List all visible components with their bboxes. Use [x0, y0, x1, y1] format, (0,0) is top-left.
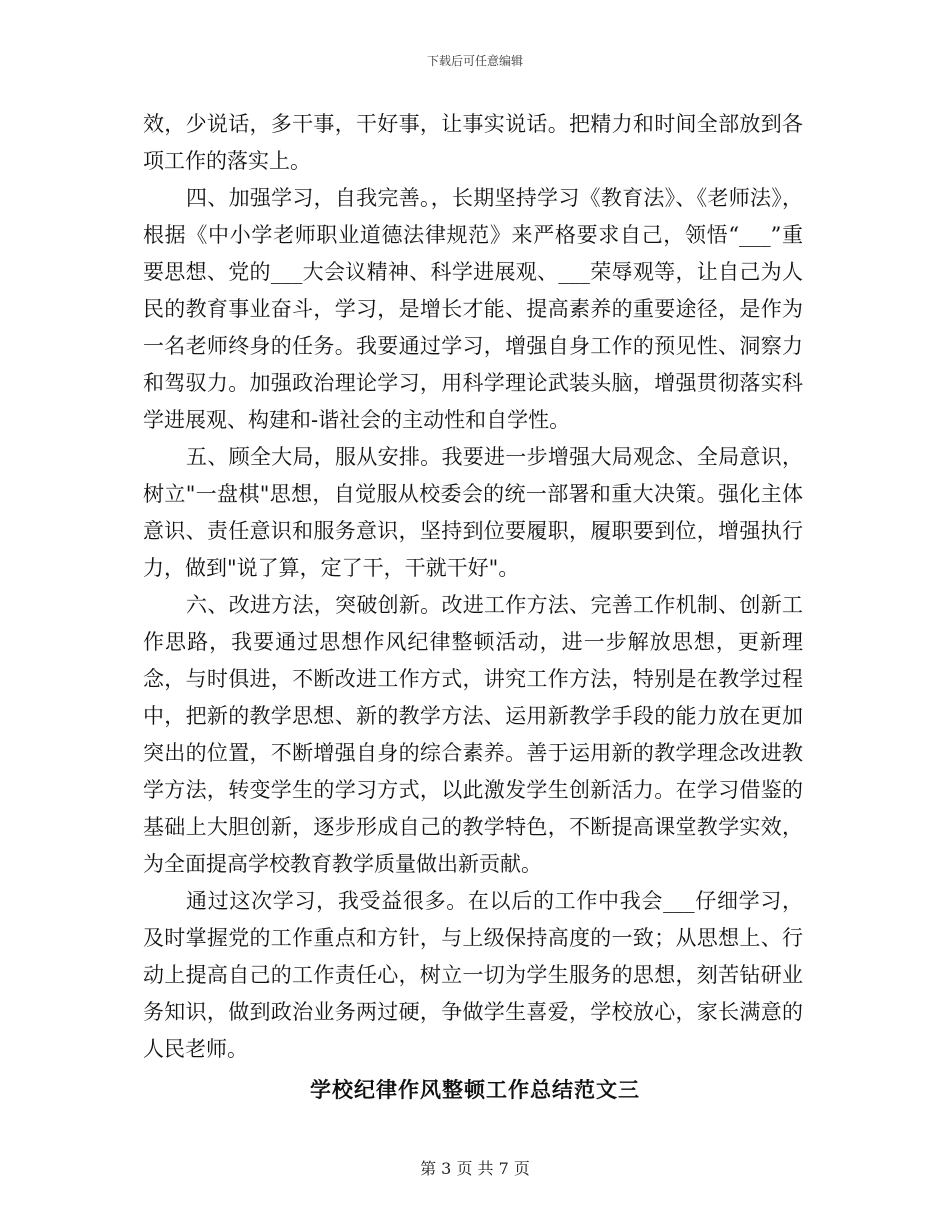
document-body [143, 106, 803, 1068]
section-title: 学校纪律作风整顿工作总结范文三 [310, 1078, 640, 1102]
paragraph-continuation: 效，少说话，多干事，干好事，让事实说话。把精力和时间全部放到各项工作的落实上。 [143, 112, 803, 173]
paragraph-improve-methods: 六、改进方法，突破创新。改进工作方法、完善工作机制、创新工作思路，我要通过思想作风纪律整顿活动，进一步解放思想，更新理念，与时俱进，不断改进工作方式，讲究工作方法，特别是在教学过程中，把新的教学思想、新的教学方法、运用新教学手段的能力放在更加突出的位置，不断增强自身的综合素养。善于运用新的教学理念改进教学方法，转变学生的学习方式，以此激发学生创新活力。在学习借鉴的基础上大胆创新，逐步形成自己的教学特色，不断提高课堂教学实效，为全面提高学校教育教学质量做出新贡献。 [143, 593, 803, 876]
paragraph-overall-situation: 五、顾全大局，服从安排。我要进一步增强大局观念、全局意识，树立"一盘棋"思想，自觉服从校委会的统一部署和重大决策。强化主体意识、责任意识和服务意识，坚持到位要履职，履职要到位，增强执行力，做到"说了算，定了干，干就干好"。 [143, 445, 803, 580]
paragraph-conclusion: 通过这次学习，我受益很多。在以后的工作中我会___仔细学习，及时掌握党的工作重点和方针，与上级保持高度的一致；从思想上、行动上提高自己的工作责任心，树立一切为学生服务的思想，刻苦钻研业务知识，做到政治业务两过硬，争做学生喜爱，学校放心，家长满意的人民老师。 [143, 889, 803, 1061]
paragraph-study: 四、加强学习，自我完善。，长期坚持学习《教育法》、《老师法》，根据《中小学老师职业道德法律规范》来严格要求自己，领悟“___”重要思想、党的___大会议精神、科学进展观、___荣辱观等，让自己为人民的教育事业奋斗，学习，是增长才能、提高素养的重要途径，是作为一名老师终身的任务。我要通过学习，增强自身工作的预见性、洞察力和驾驭力。加强政治理论学习，用科学理论武装头脑，增强贯彻落实科学进展观、构建和-谐社会的主动性和自学性。 [143, 186, 803, 432]
page-footer: 第 3 页 共 7 页 [420, 1159, 530, 1178]
page-header: 下载后可任意编辑 [426, 54, 523, 68]
